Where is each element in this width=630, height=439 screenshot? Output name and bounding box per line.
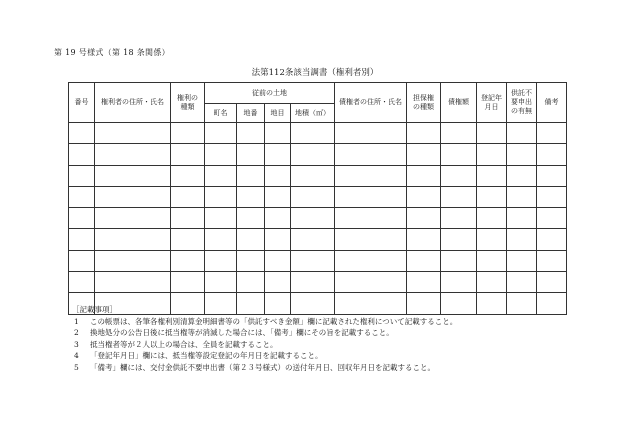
table-cell bbox=[95, 144, 171, 165]
table-cell bbox=[477, 144, 507, 165]
table-cell bbox=[441, 165, 477, 186]
table-cell bbox=[237, 123, 265, 144]
header-security-type: 担保権 の種類 bbox=[407, 83, 441, 123]
header-former-land: 従前の土地 bbox=[205, 83, 335, 104]
table-cell bbox=[407, 123, 441, 144]
table-cell bbox=[407, 208, 441, 229]
table-cell bbox=[335, 272, 407, 293]
header-category: 地目 bbox=[265, 104, 291, 123]
table-cell bbox=[477, 186, 507, 207]
table-cell bbox=[205, 208, 237, 229]
table-cell bbox=[205, 250, 237, 271]
table-cell bbox=[265, 250, 291, 271]
table-cell bbox=[95, 165, 171, 186]
table-cell bbox=[507, 165, 537, 186]
header-right-type: 権利の 種類 bbox=[171, 83, 205, 123]
table-row bbox=[69, 123, 567, 144]
table-cell bbox=[291, 229, 335, 250]
table-cell bbox=[507, 208, 537, 229]
table-cell bbox=[441, 250, 477, 271]
table-cell bbox=[537, 250, 567, 271]
header-claim-amount: 債権額 bbox=[441, 83, 477, 123]
table-cell bbox=[507, 250, 537, 271]
table-cell bbox=[95, 250, 171, 271]
table-cell bbox=[171, 208, 205, 229]
table-cell bbox=[291, 208, 335, 229]
table-cell bbox=[265, 165, 291, 186]
table-row bbox=[69, 250, 567, 271]
header-lot: 地番 bbox=[237, 104, 265, 123]
table-cell bbox=[291, 165, 335, 186]
table-cell bbox=[265, 144, 291, 165]
table-cell bbox=[477, 165, 507, 186]
table-cell bbox=[69, 272, 95, 293]
header-holder: 権利者の住所・氏名 bbox=[95, 83, 171, 123]
table-cell bbox=[507, 144, 537, 165]
header-town: 町名 bbox=[205, 104, 237, 123]
table-cell bbox=[477, 229, 507, 250]
table-cell bbox=[265, 186, 291, 207]
table-cell bbox=[237, 272, 265, 293]
table-cell bbox=[95, 123, 171, 144]
table-cell bbox=[441, 229, 477, 250]
record-table bbox=[68, 82, 567, 315]
table-cell bbox=[171, 250, 205, 271]
form-number: 第 19 号様式（第 18 条関係） bbox=[54, 48, 170, 57]
header-registration-date: 登記年 月日 bbox=[477, 83, 507, 123]
table-cell bbox=[205, 229, 237, 250]
document-title: 法第112条該当調書（権利者別） bbox=[251, 68, 379, 78]
table-cell bbox=[407, 272, 441, 293]
table-cell bbox=[205, 123, 237, 144]
table-cell bbox=[441, 123, 477, 144]
table-cell bbox=[407, 250, 441, 271]
table-row bbox=[69, 165, 567, 186]
table-cell bbox=[171, 229, 205, 250]
table-cell bbox=[171, 144, 205, 165]
table-cell bbox=[335, 123, 407, 144]
table-cell bbox=[335, 208, 407, 229]
table-cell bbox=[537, 165, 567, 186]
header-number: 番号 bbox=[69, 83, 95, 123]
header-deposit-exemption: 供託不 要申出 の有無 bbox=[507, 83, 537, 123]
table-cell bbox=[441, 186, 477, 207]
table-cell bbox=[537, 229, 567, 250]
table-cell bbox=[237, 144, 265, 165]
table-cell bbox=[291, 144, 335, 165]
table-cell bbox=[237, 208, 265, 229]
table-row bbox=[69, 272, 567, 293]
table-cell bbox=[69, 250, 95, 271]
table-cell bbox=[291, 250, 335, 271]
table-cell bbox=[237, 165, 265, 186]
table-cell bbox=[335, 165, 407, 186]
table-cell bbox=[335, 229, 407, 250]
table-cell bbox=[407, 165, 441, 186]
table-cell bbox=[537, 293, 567, 314]
header-creditor: 債権者の住所・氏名 bbox=[335, 83, 407, 123]
table-cell bbox=[265, 229, 291, 250]
table-cell bbox=[95, 186, 171, 207]
table-cell bbox=[291, 186, 335, 207]
table-cell bbox=[477, 250, 507, 271]
table-cell bbox=[335, 144, 407, 165]
table-cell bbox=[171, 165, 205, 186]
table-cell bbox=[95, 229, 171, 250]
table-cell bbox=[205, 165, 237, 186]
table-cell bbox=[507, 123, 537, 144]
table-cell bbox=[407, 144, 441, 165]
table-cell bbox=[507, 229, 537, 250]
table-cell bbox=[95, 208, 171, 229]
table-cell bbox=[537, 208, 567, 229]
table-cell bbox=[477, 208, 507, 229]
table-cell bbox=[69, 186, 95, 207]
table-cell bbox=[205, 186, 237, 207]
table-cell bbox=[507, 186, 537, 207]
table-row bbox=[69, 208, 567, 229]
table-cell bbox=[537, 123, 567, 144]
table-cell bbox=[171, 272, 205, 293]
header-remarks: 備考 bbox=[537, 83, 567, 123]
note-item: 4 「登記年月日」欄には、抵当権等設定登記の年月日を記載すること。 bbox=[74, 351, 323, 360]
table-cell bbox=[441, 272, 477, 293]
table-cell bbox=[441, 144, 477, 165]
note-item: 5 「備考」欄には、交付金供託不要申出書（第２３号様式）の送付年月日、回収年月日を記載すること。 bbox=[74, 362, 435, 372]
table-cell bbox=[537, 144, 567, 165]
table-body bbox=[69, 123, 567, 315]
table-cell bbox=[69, 229, 95, 250]
table-cell bbox=[477, 293, 507, 314]
note-item: 3 抵当権者等が２人以上の場合は、全員を記載すること。 bbox=[74, 339, 278, 349]
table-cell bbox=[335, 186, 407, 207]
table-cell bbox=[291, 272, 335, 293]
table-cell bbox=[95, 272, 171, 293]
table-cell bbox=[205, 144, 237, 165]
table-cell bbox=[335, 250, 407, 271]
table-cell bbox=[237, 250, 265, 271]
note-item: 1 この帳票は、各筆各権利別清算金明細書等の「供託すべき金額」欄に記載された権利について記載すること。 bbox=[74, 316, 458, 326]
table-cell bbox=[69, 208, 95, 229]
table-cell bbox=[265, 272, 291, 293]
table-cell bbox=[69, 144, 95, 165]
table-cell bbox=[407, 229, 441, 250]
table-cell bbox=[507, 272, 537, 293]
table-cell bbox=[265, 123, 291, 144]
header-area: 地積（㎡） bbox=[291, 104, 335, 123]
table-cell bbox=[171, 186, 205, 207]
table-row bbox=[69, 186, 567, 207]
table-cell bbox=[69, 123, 95, 144]
note-item: 2 換地処分の公告日後に抵当権等が消滅した場合には、「備考」欄にその旨を記載すること。 bbox=[74, 328, 394, 337]
table-cell bbox=[537, 186, 567, 207]
table-cell bbox=[537, 272, 567, 293]
table-cell bbox=[237, 186, 265, 207]
table-cell bbox=[507, 293, 537, 314]
notes-heading: ［記載事項］ bbox=[72, 305, 117, 314]
table-cell bbox=[441, 208, 477, 229]
table-cell bbox=[237, 229, 265, 250]
table-row bbox=[69, 229, 567, 250]
notes-section bbox=[72, 304, 457, 373]
table-cell bbox=[477, 123, 507, 144]
table-cell bbox=[69, 165, 95, 186]
table-cell bbox=[291, 123, 335, 144]
table-cell bbox=[265, 208, 291, 229]
table-cell bbox=[171, 123, 205, 144]
table-cell bbox=[205, 272, 237, 293]
table-row bbox=[69, 144, 567, 165]
table-cell bbox=[407, 186, 441, 207]
table-cell bbox=[477, 272, 507, 293]
